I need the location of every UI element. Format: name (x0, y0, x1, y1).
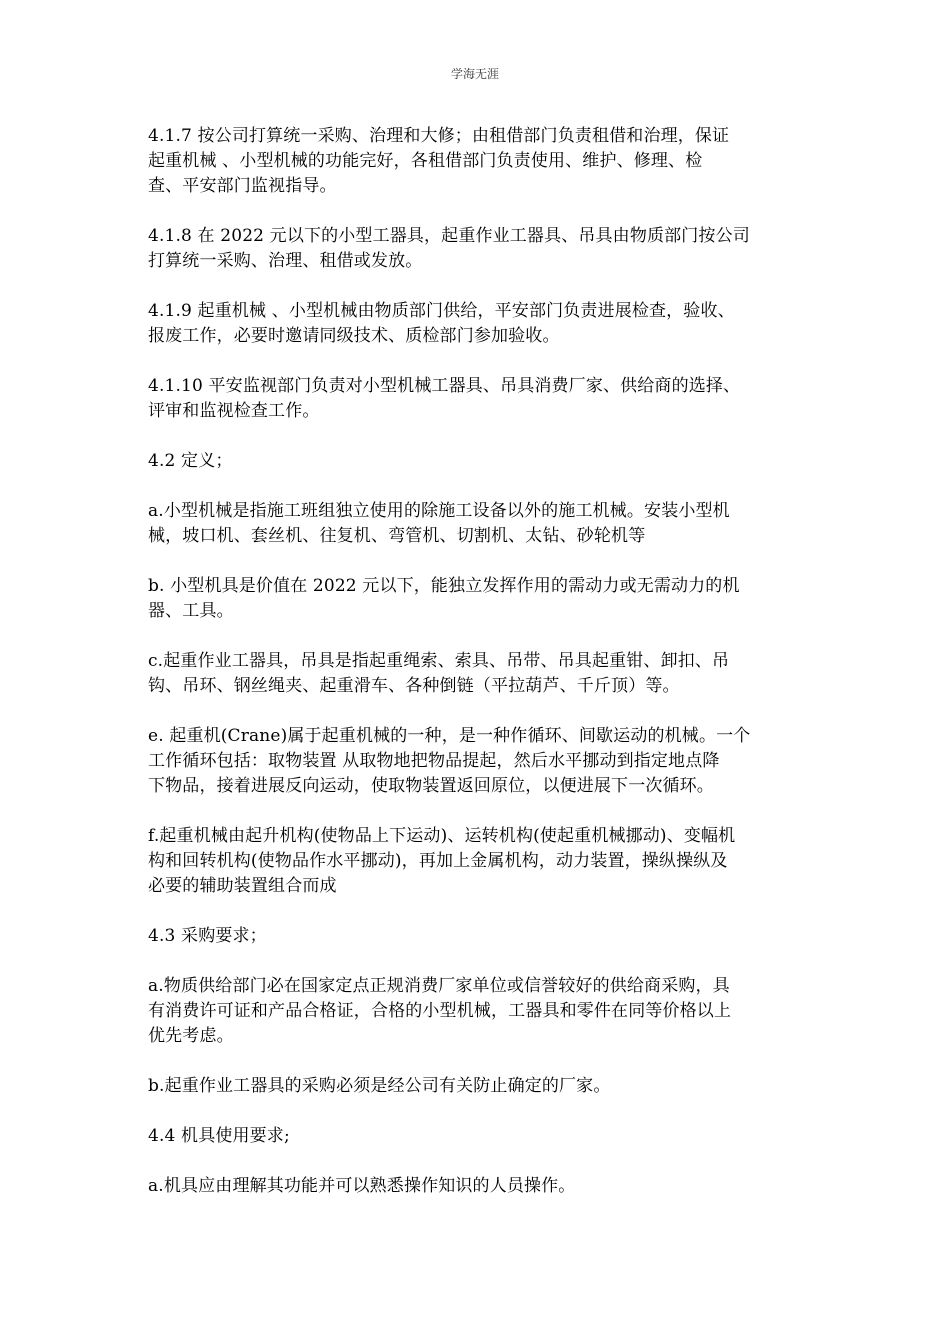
text-line: 打算统一采购、治理、租借或发放。 (148, 251, 423, 271)
text-line: 必要的辅助装置组合而成 (148, 876, 337, 896)
text-line: f.起重机械由起升机构(使物品上下运动)、运转机构(使起重机械挪动)、变幅机 (148, 826, 736, 846)
text-line: 钩、吊环、钢丝绳夹、起重滑车、各种倒链（平拉葫芦、千斤顶）等。 (148, 676, 680, 696)
text-line: 有消费许可证和产品合格证，合格的小型机械，工器具和零件在同等价格以上 (148, 1001, 732, 1021)
text-line: 4.1.9 起重机械 、小型机械由物质部门供给，平安部门负责进展检查，验收、 (148, 301, 735, 321)
text-line: 4.1.10 平安监视部门负责对小型机械工器具、吊具消费厂家、供给商的选择、 (148, 376, 741, 396)
section-heading-4-3 (148, 924, 808, 949)
text-line: 评审和监视检查工作。 (148, 401, 320, 421)
definition-e (148, 724, 808, 799)
text-line: 器、工具。 (148, 601, 234, 621)
paragraph-4-1-9 (148, 299, 808, 349)
text-line: 械，坡口机、套丝机、往复机、弯管机、切割机、太钻、砂轮机等 (148, 526, 646, 546)
text-line: e. 起重机(Crane)属于起重机械的一种，是一种作循环、间歇运动的机械。一个 (148, 726, 751, 746)
text-line: 4.3 采购要求； (148, 926, 267, 946)
text-line: 优先考虑。 (148, 1026, 234, 1046)
definition-a (148, 499, 808, 549)
text-line: b. 小型机具是价值在 2022 元以下，能独立发挥作用的需动力或无需动力的机 (148, 576, 740, 596)
text-line: 构和回转机构(使物品作水平挪动)，再加上金属机构，动力装置，操纵操纵及 (148, 851, 728, 871)
text-line: a.小型机械是指施工班组独立使用的除施工设备以外的施工机械。安装小型机 (148, 501, 730, 521)
page-header: 学海无涯 (450, 67, 499, 81)
purchase-requirement-a (148, 974, 808, 1049)
tool-use-requirement-a (148, 1174, 808, 1199)
paragraph-4-1-8 (148, 224, 808, 274)
text-line: b.起重作业工器具的采购必须是经公司有关防止确定的厂家。 (148, 1076, 611, 1096)
text-line: 4.4 机具使用要求; (148, 1126, 290, 1146)
text-line: a.机具应由理解其功能并可以熟悉操作知识的人员操作。 (148, 1176, 576, 1196)
document-body (148, 124, 808, 1224)
paragraph-4-1-10 (148, 374, 808, 424)
text-line: 4.1.7 按公司打算统一采购、治理和大修；由租借部门负责租借和治理，保证 (148, 126, 730, 146)
paragraph-4-1-7 (148, 124, 808, 199)
text-line: 工作循环包括：取物装置 从取物地把物品提起，然后水平挪动到指定地点降 (148, 751, 720, 771)
text-line: 报废工作，必要时邀请同级技术、质检部门参加验收。 (148, 326, 560, 346)
text-line: 4.1.8 在 2022 元以下的小型工器具，起重作业工器具、吊具由物质部门按公司 (148, 226, 750, 246)
text-line: 4.2 定义； (148, 451, 233, 471)
text-line: 下物品，接着进展反向运动，使取物装置返回原位，以便进展下一次循环。 (148, 776, 714, 796)
purchase-requirement-b (148, 1074, 808, 1099)
definition-f (148, 824, 808, 899)
text-line: 查、平安部门监视指导。 (148, 176, 337, 196)
text-line: a.物质供给部门必在国家定点正规消费厂家单位或信誉较好的供给商采购，具 (148, 976, 730, 996)
section-heading-4-2 (148, 449, 808, 474)
section-heading-4-4 (148, 1124, 808, 1149)
definition-b (148, 574, 808, 624)
definition-c (148, 649, 808, 699)
text-line: c.起重作业工器具，吊具是指起重绳索、索具、吊带、吊具起重钳、卸扣、吊 (148, 651, 730, 671)
text-line: 起重机械 、小型机械的功能完好，各租借部门负责使用、维护、修理、检 (148, 151, 703, 171)
